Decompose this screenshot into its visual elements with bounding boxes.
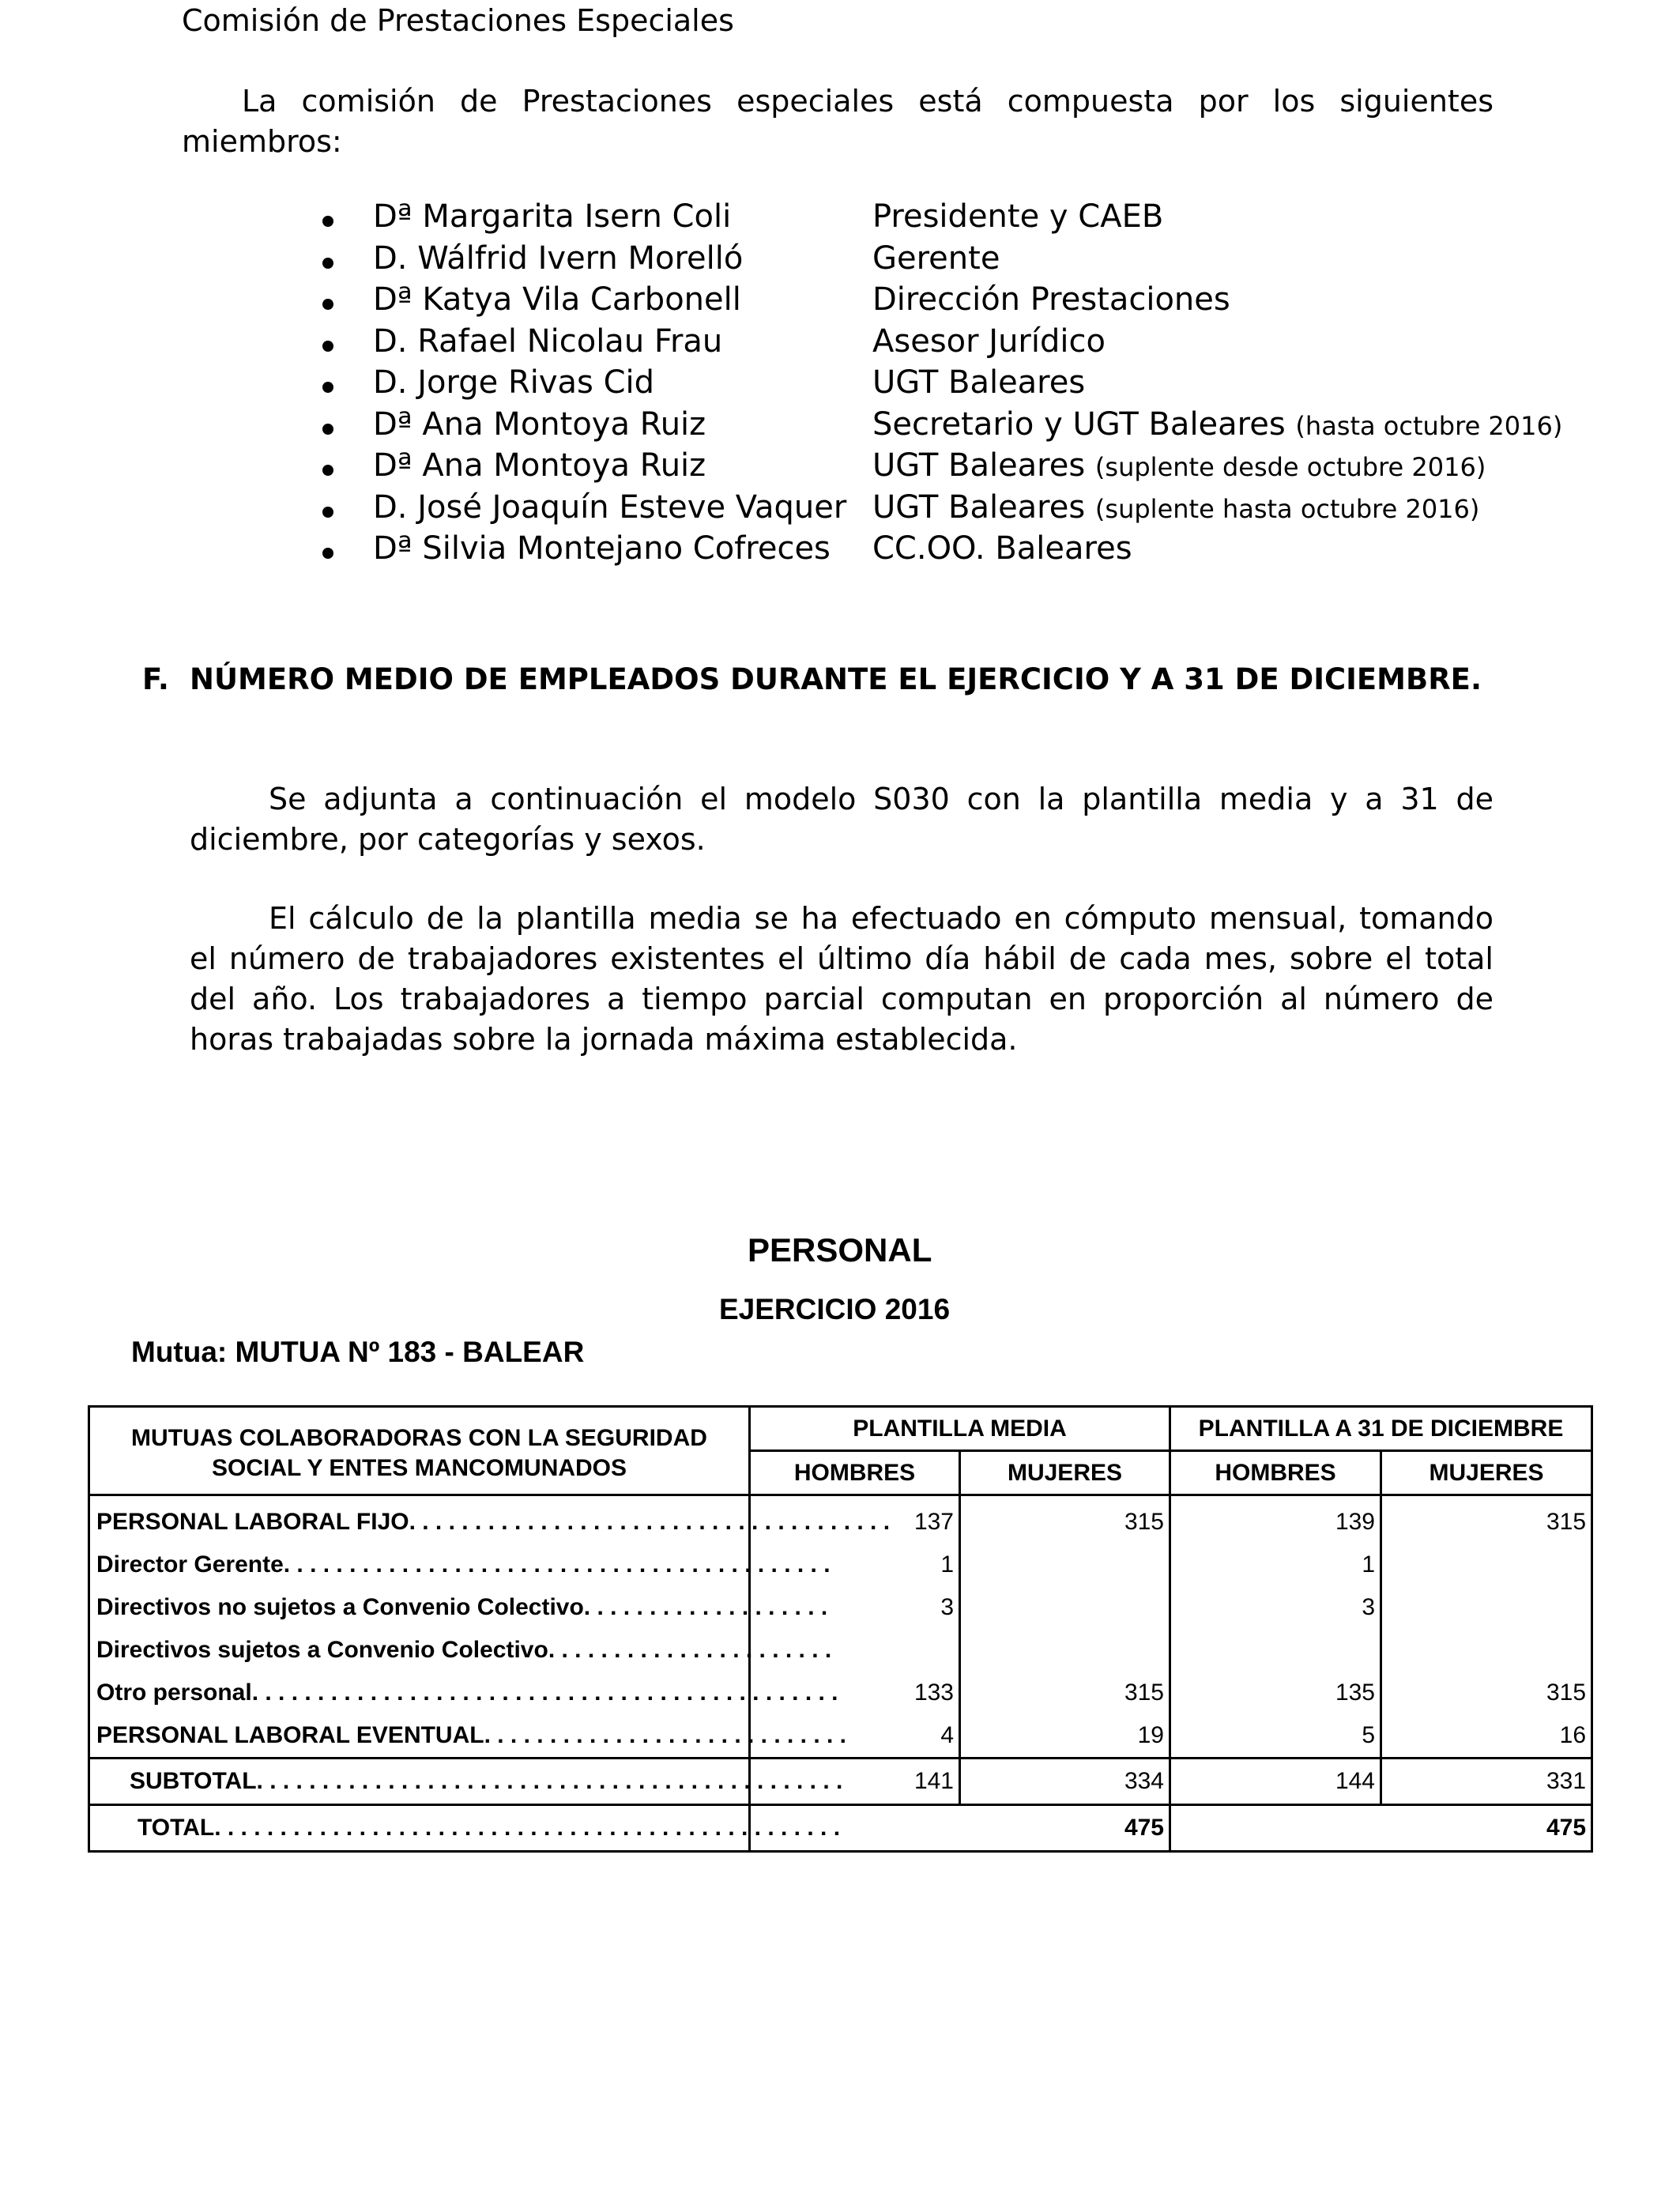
member-item (0, 198, 1680, 240)
table-row (89, 1544, 1592, 1586)
intro-paragraph: La comisión de Prestaciones especiales está compuesta por los siguientes miembros: (182, 84, 1494, 159)
cell-dic-mujeres (1381, 1544, 1592, 1586)
table-row (89, 1629, 1592, 1672)
row-label: Directivos sujetos a Convenio Colectivo. . . . . . . . . . . . . . . . . . . . . . (89, 1629, 750, 1672)
header-mujeres: MUJERES (960, 1451, 1170, 1495)
cell-dic-hombres: 3 (1170, 1586, 1381, 1629)
member-role: Presidente y CAEB (872, 198, 1164, 235)
member-item (0, 406, 1680, 448)
subtotal-dic-hombres: 144 (1170, 1759, 1381, 1805)
member-role: CC.OO. Baleares (872, 530, 1132, 567)
member-item (0, 281, 1680, 323)
bullet-icon (322, 424, 333, 435)
subtotal-label: SUBTOTAL. . . . . . . . . . . . . . . . . . . . . . . . . . . . . . . . . . . . . . . . . . . . . (89, 1759, 750, 1805)
section-letter: F. (142, 662, 169, 696)
cell-dic-hombres: 5 (1170, 1714, 1381, 1759)
member-name: D. Wálfrid Ivern Morelló (373, 240, 744, 277)
bullet-icon (322, 507, 333, 518)
table-row (89, 1586, 1592, 1629)
cell-media-hombres: 133 (750, 1672, 960, 1714)
member-item (0, 364, 1680, 406)
cell-dic-mujeres: 16 (1381, 1714, 1592, 1759)
bullet-icon (322, 299, 333, 310)
cell-dic-hombres: 1 (1170, 1544, 1381, 1586)
bullet-icon (322, 216, 333, 227)
member-name: Dª Silvia Montejano Cofreces (373, 530, 831, 567)
cell-dic-mujeres (1381, 1629, 1592, 1672)
member-role: UGT Baleares (suplente desde octubre 2016) (872, 447, 1486, 484)
member-item (0, 489, 1680, 531)
row-label: PERSONAL LABORAL EVENTUAL. . . . . . . . . . . . . . . . . . . . . . . . . . . . (89, 1714, 750, 1759)
cell-media-hombres: 137 (750, 1495, 960, 1544)
cell-media-hombres: 3 (750, 1586, 960, 1629)
member-name: D. José Joaquín Esteve Vaquer (373, 489, 847, 526)
bullet-icon (322, 382, 333, 393)
member-role: UGT Baleares (suplente hasta octubre 2016) (872, 489, 1480, 526)
cell-media-mujeres: 19 (960, 1714, 1170, 1759)
member-role: Secretario y UGT Baleares (hasta octubre 2016) (872, 406, 1563, 443)
member-name: D. Rafael Nicolau Frau (373, 323, 723, 360)
total-media: 475 (750, 1805, 1170, 1852)
table-row (89, 1495, 1592, 1544)
cell-dic-mujeres: 315 (1381, 1672, 1592, 1714)
member-role: Dirección Prestaciones (872, 281, 1230, 318)
member-name: Dª Ana Montoya Ruiz (373, 447, 706, 484)
personal-table (88, 1405, 1593, 1853)
cell-media-mujeres: 315 (960, 1672, 1170, 1714)
section-f-heading (142, 662, 1482, 696)
cell-dic-mujeres (1381, 1586, 1592, 1629)
mutua-label: Mutua: MUTUA Nº 183 - BALEAR (131, 1336, 585, 1368)
row-label: Directivos no sujetos a Convenio Colectivo. . . . . . . . . . . . . . . . . . . (89, 1586, 750, 1629)
table-row (89, 1714, 1592, 1759)
report-title: PERSONAL (748, 1231, 932, 1269)
total-label: TOTAL. . . . . . . . . . . . . . . . . . . . . . . . . . . . . . . . . . . . . . . . . . . . . . . . (89, 1805, 750, 1852)
total-row (89, 1805, 1592, 1852)
header-plantilla-media: PLANTILLA MEDIA (750, 1407, 1170, 1451)
cell-media-hombres: 1 (750, 1544, 960, 1586)
subtotal-dic-mujeres: 331 (1381, 1759, 1592, 1805)
member-name: Dª Katya Vila Carbonell (373, 281, 741, 318)
table-row (89, 1672, 1592, 1714)
cell-dic-hombres: 135 (1170, 1672, 1381, 1714)
member-item (0, 323, 1680, 365)
table-desc-header: MUTUAS COLABORADORAS CON LA SEGURIDAD SOCIAL Y ENTES MANCOMUNADOS (89, 1407, 750, 1495)
bullet-icon (322, 341, 333, 352)
header-hombres: HOMBRES (750, 1451, 960, 1495)
paragraph-modelo: Se adjunta a continuación el modelo S030 con la plantilla media y a 31 de diciembre, por categorías y sexos. (190, 782, 1494, 857)
member-item (0, 240, 1680, 282)
member-name: Dª Ana Montoya Ruiz (373, 406, 706, 443)
header-plantilla-diciembre: PLANTILLA A 31 DE DICIEMBRE (1170, 1407, 1592, 1451)
member-name: Dª Margarita Isern Coli (373, 198, 732, 235)
cell-dic-hombres (1170, 1629, 1381, 1672)
member-item (0, 447, 1680, 489)
subtotal-media-mujeres: 334 (960, 1759, 1170, 1805)
section-f-title: NÚMERO MEDIO DE EMPLEADOS DURANTE EL EJERCICIO Y A 31 DE DICIEMBRE. (190, 662, 1482, 696)
bullet-icon (322, 465, 333, 476)
row-label: PERSONAL LABORAL FIJO. . . . . . . . . . . . . . . . . . . . . . . . . . . . . . . . . . . . . (89, 1495, 750, 1544)
subtotal-row (89, 1759, 1592, 1805)
member-name: D. Jorge Rivas Cid (373, 364, 655, 401)
subtotal-media-hombres: 141 (750, 1759, 960, 1805)
member-item (0, 530, 1680, 572)
section-title: Comisión de Prestaciones Especiales (182, 3, 734, 38)
header-hombres: HOMBRES (1170, 1451, 1381, 1495)
report-subtitle: EJERCICIO 2016 (719, 1293, 951, 1325)
cell-media-hombres: 4 (750, 1714, 960, 1759)
cell-media-mujeres: 315 (960, 1495, 1170, 1544)
bullet-icon (322, 548, 333, 559)
member-role: Asesor Jurídico (872, 323, 1106, 360)
cell-dic-hombres: 139 (1170, 1495, 1381, 1544)
bullet-icon (322, 258, 333, 269)
member-role: UGT Baleares (872, 364, 1086, 401)
cell-dic-mujeres: 315 (1381, 1495, 1592, 1544)
cell-media-mujeres (960, 1544, 1170, 1586)
cell-media-mujeres (960, 1629, 1170, 1672)
row-label: Director Gerente. . . . . . . . . . . . . . . . . . . . . . . . . . . . . . . . . . . . . . . . . . (89, 1544, 750, 1586)
paragraph-calculo: El cálculo de la plantilla media se ha efectuado en cómputo mensual, tomando el número de trabajadores existentes el último día hábil de cada mes, sobre el total del año. Los trabajadores a tiempo parcial computan en proporción al número de horas trabajadas sobre la jornada máxima establecida. (190, 901, 1494, 1057)
cell-media-mujeres (960, 1586, 1170, 1629)
row-label: Otro personal. . . . . . . . . . . . . . . . . . . . . . . . . . . . . . . . . . . . . . . . . . . . . (89, 1672, 750, 1714)
member-role: Gerente (872, 240, 1000, 277)
header-mujeres: MUJERES (1381, 1451, 1592, 1495)
total-dic: 475 (1170, 1805, 1592, 1852)
